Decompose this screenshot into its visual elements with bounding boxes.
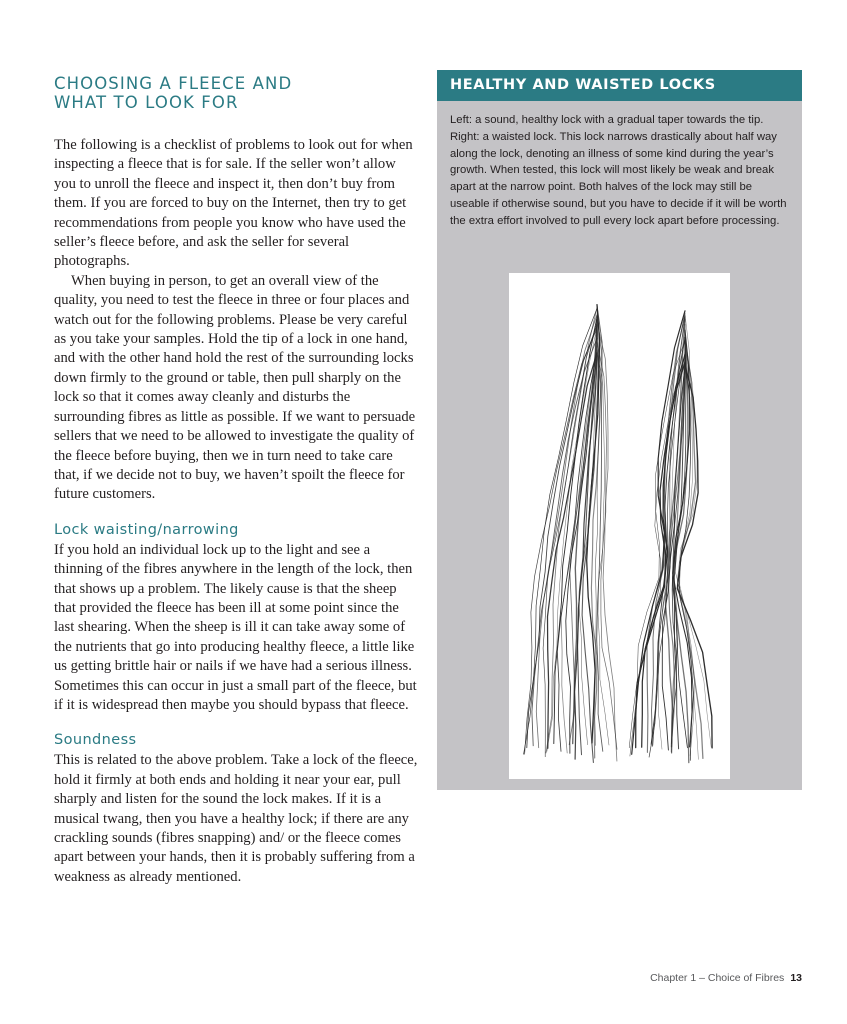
wool-fibre-stroke (546, 308, 597, 753)
waisted-lock-drawing (629, 311, 712, 763)
buying-in-person-paragraph: When buying in person, to get an overall view of the quality, you need to test the fleece in three or four places and watch out for the following problems. Please be very careful as you take your samples. Hold the tip of a lock in one hand, and with the other hand hold the rest of the surrounding locks down firmly to the ground or table, then pull sharply on the lock so that it comes away cleanly and disturbs the surrounding fibres as little as possible. If we want to persuade sellers that we need to be allowed to investigate the quality of the fleece before buying, then we in turn need to take care that, if we decide not to buy, we haven’t spoilt the fleece for future customers. (54, 272, 416, 503)
soundness-paragraph: This is related to the above problem. Take a lock of the fleece, hold it firmly at both ends and holding it near your ear, pull sharply and listen for the sound the lock makes. If it is a musical twang, then you have a healthy lock; if there are any crackling sounds (fibres snapping) and/ or the fleece comes apart between your hands, then it is probably suffering from a weakness as already mentioned. (54, 752, 418, 885)
page-number: 13 (790, 972, 802, 984)
wool-locks-illustration (509, 273, 730, 779)
subheading-soundness: Soundness (54, 732, 137, 749)
sidebar-title: HEALTHY AND WAISTED LOCKS (437, 70, 802, 101)
section-title-line-1: CHOOSING A FLEECE AND (54, 74, 293, 93)
page-footer (650, 972, 802, 984)
subheading-lock-waisting: Lock waisting/narrowing (54, 521, 239, 538)
wool-fibre-stroke (636, 363, 685, 748)
wool-locks-drawing (509, 273, 730, 779)
article-column (54, 74, 418, 887)
sidebar-box (437, 70, 802, 790)
sidebar-caption: Left: a sound, healthy lock with a gradual taper towards the tip. Right: a waisted lock. This lock narrows drastically about half way along the lock, denoting an illness of some kind during the year’s growth. When tested, this lock will most likely be weak and break apart at the narrow point. Both halves of the lock may still be useable if otherwise sound, but you have to decide if it will be worth the extra effort involved to pull every lock apart before processing. (450, 114, 787, 227)
section-title-line-2: WHAT TO LOOK FOR (54, 93, 239, 112)
footer-chapter: Chapter 1 – Choice of Fibres (650, 972, 785, 984)
healthy-lock-drawing (524, 305, 617, 763)
intro-paragraph: The following is a checklist of problems to look out for when inspecting a fleece that is for sale. If the seller won’t allow you to unroll the fleece and inspect it, then don’t buy from them. If you are forced to buy on the Internet, then try to get recommendations from people you know who have used the seller’s fleece before, and ask the seller for several photographs. (54, 137, 413, 270)
lock-waisting-paragraph: If you hold an individual lock up to the light and see a thinning of the fibres anywhere in the length of the lock, then that shows up a problem. The likely cause is that the sheep that provided the fleece has been ill at some point since the last shearing. When the sheep is ill it can take away some of the nutrients that go into producing healthy fleece, a little like us getting brittle hair or nails if we have had a serious illness. Sometimes this can occur in just a small part of the fleece, but if it is widespread then maybe you should bypass that fleece. (54, 541, 417, 713)
section-title (54, 74, 418, 112)
